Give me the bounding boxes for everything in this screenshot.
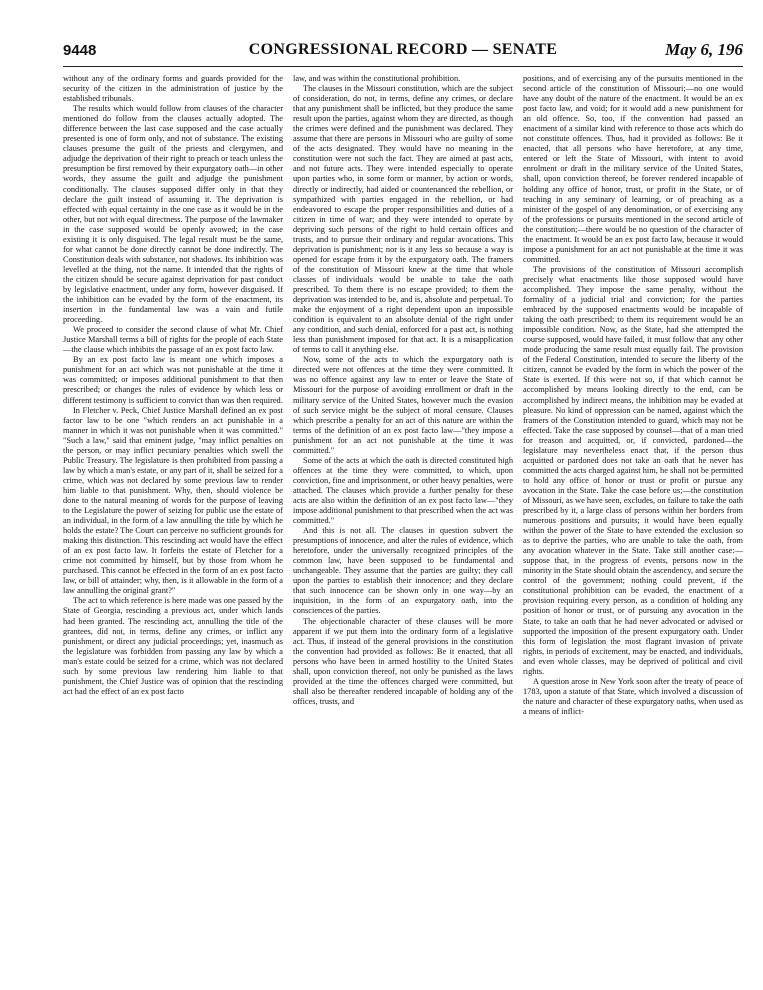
paragraph: Now, some of the acts to which the expurgatory oath is directed were not offences at the time they were committed. It was no offence against any law to enter or leave the State of Missouri for the purpose of avoiding enrollment or draft in the military service of the United States, however much the evasion of such service might be the subject of moral censure. Clauses which prescribe a penalty for an act of this nature are within the terms of the definition of an ex post facto law—"they impose a punishment for an act not punishable at the time it was committed.": [293, 355, 513, 455]
text-columns: [63, 74, 743, 984]
column-left: [63, 74, 283, 984]
paragraph: law, and was within the constitutional prohibition.: [293, 74, 461, 83]
paragraph: The act to which reference is here made was one passed by the State of Georgia, rescinding a previous act, under which lands had been granted. The rescinding act, annulling the title of the grantees, did not, in terms, define any crimes, or inflict any punishment, or direct any judicial proceedings; yet, inasmuch as the legislature was forbidden from passing any law by which a man's estate could be seized for a crime, which was not declared such by some previous law rendering him liable to that punishment, the Chief Justice was of opinion that the rescinding act had the effect of an ex post facto: [63, 596, 283, 696]
column-right: [523, 74, 743, 984]
publication-title: CONGRESSIONAL RECORD — SENATE: [248, 41, 558, 58]
page-header: [63, 40, 743, 67]
paragraph: The clauses in the Missouri constitution, which are the subject of consideration, do not, in terms, define any crimes, or declare that any punishment shall be inflicted, but they produce the same result upon the parties, against whom they are directed, as though the crimes were defined and the punishment was declared. They assume that there are persons in Missouri who are guilty of some of the acts designated. They would have no meaning in the constitution were not such the fact. They are aimed at past acts, and not future acts. They were intended especially to operate upon parties who, in some form or manner, by action or words, directly or indirectly, had aided or countenanced the rebellion, or sympathized with parties engaged in the rebellion, or had endeavored to escape the proper responsibilities and duties of a citizen in time of war; and they were intended to operate by depriving such persons of the right to hold certain offices and trusts, and to pursue their ordinary and regular avocations. This deprivation is punishment; nor is it any less so because a way is opened for escape from it by the expurgatory oath. The framers of the constitution of Missouri knew at the time that whole classes of individuals would be unable to take the oath prescribed. To them there is no escape provided; to them the deprivation was intended to be, and is, absolute and perpetual. To make the enjoyment of a right dependent upon an impossible condition is equivalent to an absolute denial of the right under any condition, and such denial, enforced for a past act, is nothing less than punishment imposed for that act. It is a misapplication of terms to call it anything else.: [293, 84, 513, 355]
paragraph: A question arose in New York soon after the treaty of peace of 1783, upon a statute of that State, which involved a discussion of the nature and character of these expurgatory oaths, when used as a means of inflict-: [523, 676, 743, 716]
paragraph: By an ex post facto law is meant one which imposes a punishment for an act which was not punishable at the time it was committed; or imposes additional punishment to that then prescribed; or changes the rules of evidence by which less or different testimony is sufficient to convict than was then required.: [63, 355, 283, 405]
column-middle: [293, 74, 513, 984]
paragraph: The objectionable character of these clauses will be more apparent if we put them into the ordinary form of a legislative act. Thus, if instead of the general provisions in the constitution the convention had provided as follows: Be it enacted, that all persons who have been in armed hostility to the United States shall, upon conviction thereof, not only be punished as the laws provided at the time the offences charged were committed, but shall also be thereafter rendered incapable of holding any of the offices, trusts, and: [293, 616, 513, 706]
paragraph: The provisions of the constitution of Missouri accomplish precisely what enactments like those supposed would have accomplished. They impose the same penalty, without the formality of a judicial trial and conviction; for the parties embraced by the supposed enactments would be incapable of taking the oath prescribed; to them its requirement would be an impossible condition. Now, as the State, had she attempted the course supposed, would have failed, it must follow that any other mode producing the same result must equally fail. The provision of the Federal Constitution, intended to secure the liberty of the citizen, cannot be evaded by the form in which the power of the State is exerted. If this were not so, if that which cannot be accomplished by means looking directly to the end, can be accomplished by indirect means, the inhibition may be evaded at pleasure. No kind of oppression can be named, against which the framers of the Constitution intended to guard, which may not be effected. Take the case supposed by counsel—that of a man tried for treason and acquitted, or, if convicted, pardoned—the legislature may nevertheless enact that, if the person thus acquitted or pardoned does not take an oath that he never has committed the acts charged against him, he shall not be permitted to hold any office of honor or trust or profit or pursue any avocation in the State. Take the case before us;—the constitution of Missouri, as we have seen, excludes, on failure to take the oath prescribed by it, a large class of persons within her borders from numerous positions and pursuits; it would have been equally within the power of the State to have extended the exclusion so as to deprive the parties, who are unable to take the oath, from any avocation whatever in the State. Take still another case:—suppose that, in the progress of events, persons now in the minority in the State should obtain the ascendency, and secure the control of the government; nothing could prevent, if the constitutional prohibition can be evaded, the enactment of a provision requiring every person, as a condition of holding any position of honor or trust, or of pursuing any avocation in the State, to take an oath that he had never advocated or advised or supported the imposition of the present expurgatory oath. Under this form of legislation the most flagrant invasion of private rights, in periods of excitement, may be enacted, and individuals, and even whole classes, may be deprived of political and civil rights.: [523, 264, 743, 676]
paragraph: positions, and of exercising any of the pursuits mentioned in the second article of the constitution of Missouri;—no one would have any doubt of the nature of the enactment. It would be an ex post facto law, and void; for it would add a new punishment for an old offence. So, too, if the convention had passed an enactment of a similar kind with reference to those acts which do not constitute offences. Thus, had it provided as follows: Be it enacted, that all persons who have heretofore, at any time, entered or left the State of Missouri, with intent to avoid enrolment or draft in the military service of the United States, shall, upon conviction thereof, be forever rendered incapable of holding any office of honor, trust, or profit in the State, or of teaching in any seminary of learning, or of preaching as a minister of the gospel of any denomination, or of exercising any of the professions or pursuits mentioned in the second article of the constitution;—there would be no question of the character of the enactment. It would be an ex post facto law, because it would impose a punishment for an act not punishable at the time it was committed.: [523, 74, 743, 264]
paragraph: without any of the ordinary forms and guards provided for the security of the citizen in the administration of justice by the established tribunals.: [63, 74, 283, 104]
issue-date: May 6, 196: [665, 40, 743, 59]
paragraph: In Fletcher v. Peck, Chief Justice Marshall defined an ex post factor law to be one "which renders an act punishable in a manner in which it was not punishable when it was committed." "Such a law," said that eminent judge, "may inflict penalties on the person, or may inflict pecuniary penalties which swell the Public Treasury. The legislature is then prohibited from passing a law by which a man's estate, or any part of it, shall be seized for a crime, which was not declared by some previous law to render him liable to that punishment. Why, then, should violence be done to the natural meaning of words for the purpose of leaving to the Legislature the power of seizing for public use the estate of an individual, in the form of a law annulling the title by which he holds the estate? The Court can perceive no sufficient grounds for making this distinction. This rescinding act would have the effect of an ex post facto law. It forfeits the estate of Fletcher for a crime not committed by himself, but by those from whom he purchased. This cannot be effected in the form of an ex post facto law, or bill of attainder; why, then, is it allowable in the form of a law annulling the original grant?": [63, 405, 283, 596]
paragraph: Some of the acts at which the oath is directed constituted high offences at the time they were committed, to which, upon conviction, fine and imprisonment, or other heavy penalties, were attached. The clauses which provide a further penalty for these acts are also within the definition of an ex post facto law—"they impose additional punishment to that prescribed when the act was committed.": [293, 455, 513, 526]
paragraph: The results which would follow from clauses of the character mentioned do follow from the clauses actually adopted. The difference between the last case supposed and the case actually presented is one of form only, and not of substance. The existing clauses presume the guilt of the priests and clergymen, and adjudge the deprivation of their right to preach or teach unless the presumption be first removed by their expurgatory oath—in other words, they assume the guilt and adjudge the punishment conditionally. The clauses supposed differ only in that they declare the guilt instead of assuming it. The deprivation is effected with equal certainty in the one case as it would be in the other, but not with equal directness. The purpose of the lawmaker in the case supposed would be openly avowed; in the case existing it is only disguised. The legal result must be the same, for what cannot be done directly cannot be done indirectly. The Constitution deals with substance, not shadows. Its inhibition was levelled at the thing, not the name. It intended that the rights of the citizen should be secure against deprivation for past conduct by legislative enactment, under any form, however disguised. If the inhibition can be evaded by the form of the enactment, its insertion in the fundamental law was a vain and futile proceeding.: [63, 104, 283, 325]
paragraph: And this is not all. The clauses in question subvert the presumptions of innocence, and alter the rules of evidence, which heretofore, under the universally recognized principles of the common law, have been supposed to be fundamental and unchangeable. They assume that the parties are guilty; they call upon the parties to establish their innocence; and they declare that such innocence can be shown only in one way—by an inquisition, in the form of an expurgatory oath, into the consciences of the parties.: [293, 526, 513, 616]
page-number: 9448: [63, 42, 97, 59]
paragraph: We proceed to consider the second clause of what Mr. Chief Justice Marshall terms a bill of rights for the people of each State—the clause which inhibits the passage of an ex post facto law.: [63, 325, 283, 355]
